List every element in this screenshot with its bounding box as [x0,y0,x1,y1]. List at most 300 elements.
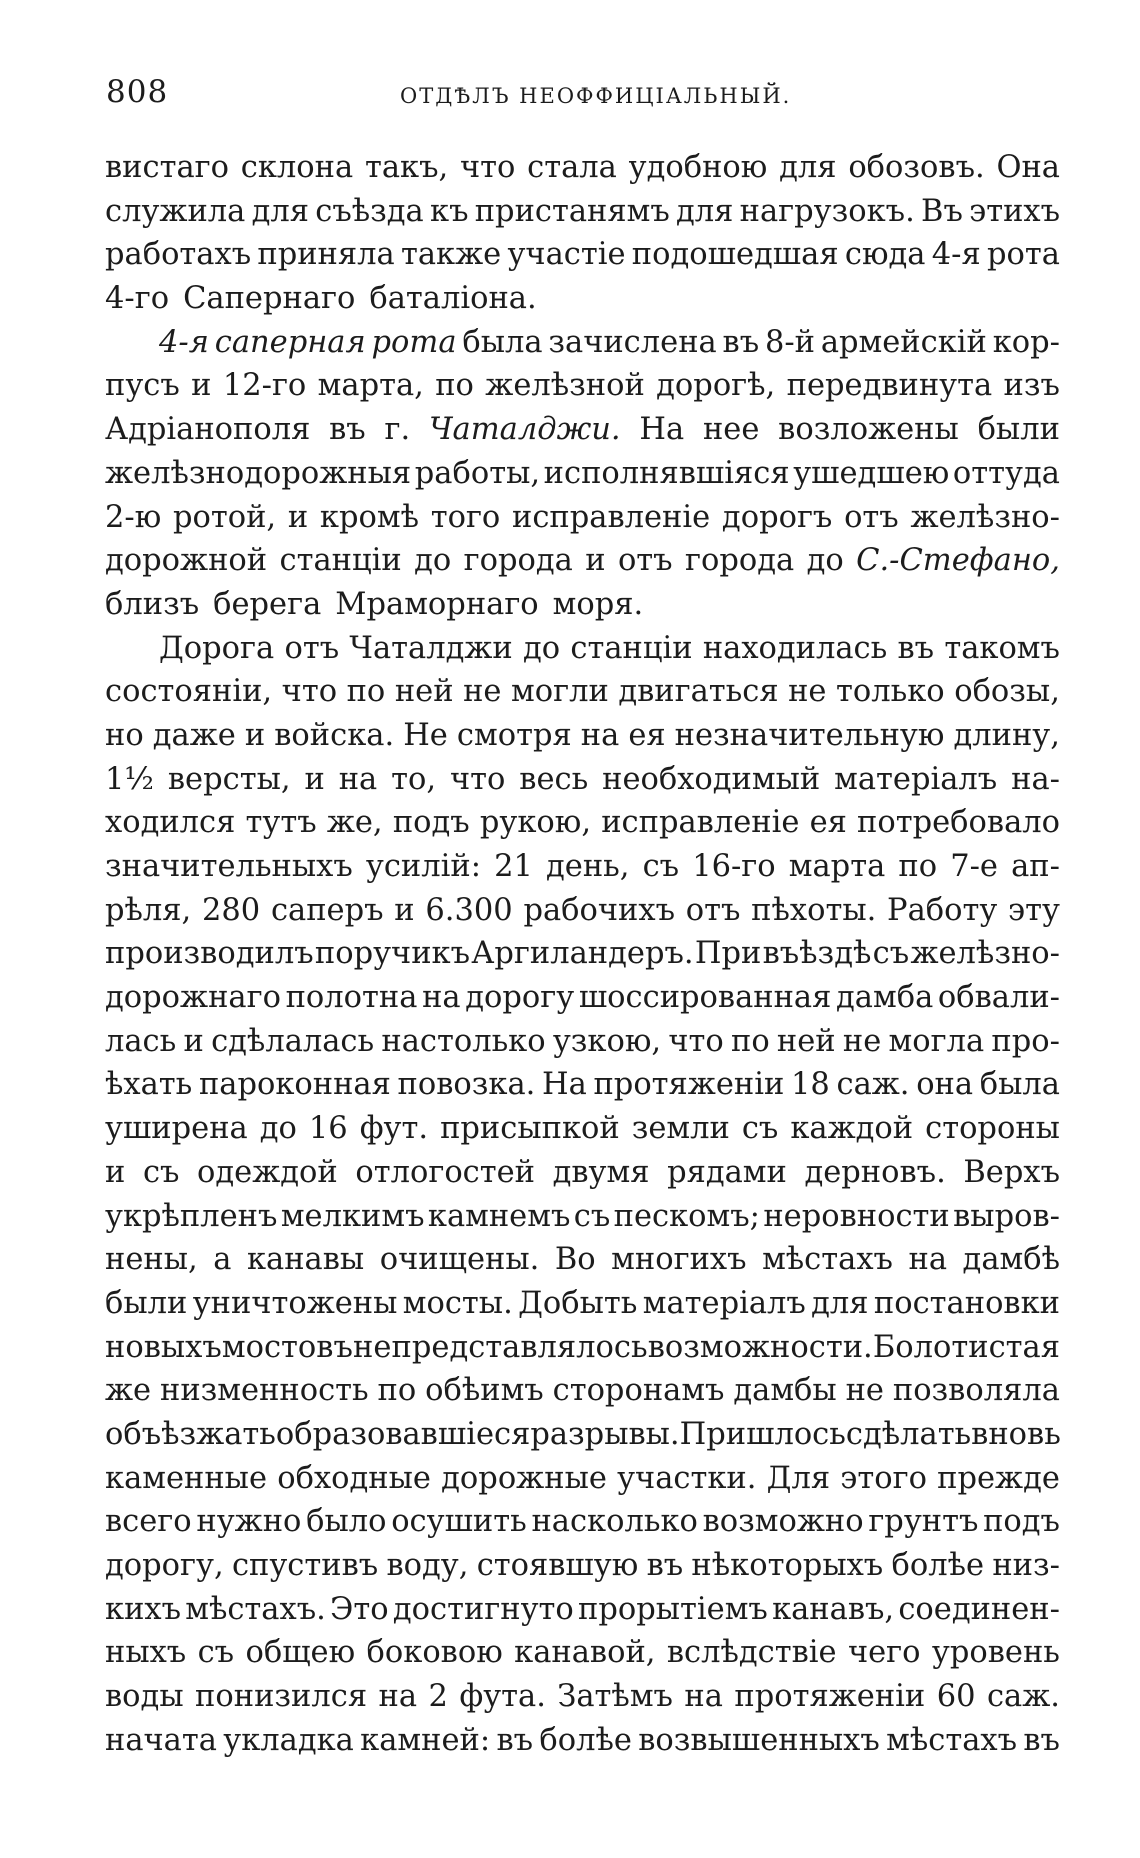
word: до [259,1111,297,1147]
word: съ [197,1635,235,1671]
word: въ [496,1722,534,1758]
word: позволяла [892,1373,1060,1409]
word: про- [991,1023,1060,1059]
word: съ [142,1154,180,1190]
word: шоссированная [578,980,832,1016]
word: желѣзной [485,368,645,404]
word: тутъ [245,805,317,841]
word: могла [888,1023,985,1059]
word: въ [897,630,935,666]
word: матеріалъ [834,761,998,797]
word: пескомъ; [613,1198,760,1234]
word: войска. [274,717,395,753]
text-line [105,1020,1060,1064]
word: мелкимъ [280,1198,425,1234]
word: 18 [791,1067,830,1103]
word: потребовало [857,805,1060,841]
word: уничтожены [192,1285,398,1321]
word: новыхъ [105,1329,222,1365]
word: не [842,1023,882,1059]
word: нѣкоторыхъ [691,1548,884,1583]
body-text [105,146,1060,1762]
word: полотна [285,980,418,1016]
word: каменные [105,1460,268,1496]
word: кромѣ [319,499,419,535]
text-line [105,1413,1060,1457]
word: выров- [953,1198,1060,1234]
word: понизился [195,1679,368,1715]
word: стоявшую [476,1548,639,1583]
word: ходился [105,805,236,841]
word: ней [776,1023,836,1059]
word: и [191,368,212,404]
word: на [684,1679,723,1715]
word: дамбѣ [962,1242,1060,1278]
word: желѣзнодорожныя [105,455,412,491]
word: нены, [105,1242,198,1278]
word: кор- [992,324,1060,360]
word: на [338,761,378,797]
word: работахъ [105,237,252,273]
word: Дорога [159,630,275,666]
word: что [281,674,338,710]
word: неровности [763,1198,950,1234]
word: пароконная [198,1067,391,1103]
word: и [244,717,266,753]
word: съ [741,1111,779,1147]
word: ея [628,717,666,753]
word: вистаго [105,150,229,185]
word: 280 [201,892,261,928]
word: многихъ [611,1242,747,1278]
text-line [105,408,1060,452]
word: не [788,674,827,710]
word: значительныхъ [105,849,353,884]
word: а [213,1242,232,1278]
word: берега [213,586,322,622]
word: дорожной [105,543,268,579]
word: разрывы. [530,1416,680,1452]
word: этого [840,1460,927,1496]
word: длину, [953,717,1060,753]
word: возвышенныхъ [638,1722,880,1758]
word: повозка. [397,1067,536,1103]
word: рукою, [479,805,592,841]
text-line [105,583,1060,627]
word: обвали- [937,980,1060,1016]
word: дерновъ. [804,1154,946,1190]
word: возможно [702,1504,864,1540]
word: саперная [214,324,366,360]
word: ротой, [172,499,277,535]
word: чего [847,1635,921,1671]
word: и [394,892,415,928]
text-line [105,1675,1060,1719]
word: представлялось [391,1329,648,1365]
word: вновь [971,1416,1061,1452]
word: пѣхоты. [751,892,877,928]
word: 21 [494,849,533,884]
text-line [105,539,1060,583]
word: производилъ [105,936,314,972]
text-line [105,277,1060,321]
word: земли [631,1111,730,1147]
word: была [979,1067,1060,1103]
word: осушить [391,1504,527,1540]
word: образовавшіеся [275,1416,531,1452]
word: только [836,674,945,710]
word: канавъ, [772,1591,895,1627]
word: камней: [360,1722,491,1758]
word: фута. [459,1679,546,1715]
word: канавы [246,1242,365,1278]
word: также [400,237,502,273]
word: станціи [279,543,402,579]
word: болѣе [539,1722,632,1758]
word: обѣимъ [425,1373,544,1409]
text-line [105,1282,1060,1326]
word: армейскій [820,324,987,360]
word: стала [527,150,617,185]
word: день, [546,849,630,884]
word: состояніи, [105,674,273,710]
text-line [105,364,1060,408]
word: 4-го [105,281,170,317]
text-line [105,1063,1060,1107]
word: города [684,543,795,579]
word: баталіона. [369,281,537,317]
word: всего [105,1504,192,1540]
word: двигаться [618,674,779,710]
text-line [105,670,1060,714]
word: усилій: [365,849,481,884]
word: воды [105,1679,184,1715]
word: она [916,1067,974,1103]
word: уширена [105,1111,248,1147]
word: Добыть [518,1285,638,1321]
word: мѣстахъ [762,1242,893,1278]
word: не [845,1373,884,1409]
word: желѣзно- [910,499,1060,535]
word: спустивъ [231,1548,379,1583]
running-title: ОТДѢЛЪ НЕОФФИЦІАЛЬНЫЙ. [400,84,792,108]
word: станціи [570,630,693,666]
word: моря. [552,586,644,622]
word: близъ [105,586,200,622]
word: что [668,1023,724,1059]
word: На [542,1067,587,1103]
word: ап- [1011,849,1060,884]
word: укрѣпленъ [105,1198,278,1234]
text-line [105,1719,1060,1763]
word: и [183,1023,204,1059]
word: эту [1008,892,1060,928]
word: уровень [931,1635,1060,1671]
word: объѣзжать [105,1416,276,1452]
text-line [105,190,1060,234]
word: же, [326,805,383,841]
word: по [346,674,386,710]
word: Она [996,150,1060,185]
word: фут. [359,1111,429,1147]
word: ныхъ [105,1635,187,1671]
text-line [105,1107,1060,1151]
word: Не [403,717,448,753]
word: могли [511,674,609,710]
word: нагрузокъ. [739,193,915,229]
word: исправленіе [601,805,800,841]
text-line [105,932,1060,976]
word: до [806,543,844,579]
word: общею [245,1635,356,1671]
text-line [105,1238,1060,1282]
word: желѣзно- [910,936,1060,972]
word: Въ [921,193,963,229]
word: матеріалъ [642,1285,806,1321]
text-line [105,889,1060,933]
word: на [378,1679,418,1715]
word: отъ [284,630,340,666]
word: Затѣмъ [557,1679,673,1715]
word: на [908,1242,947,1278]
word: протяженіи [593,1067,785,1103]
word: для [676,193,734,229]
word: сдѣлать [845,1416,972,1452]
word: этихъ [969,193,1060,229]
word: Во [554,1242,596,1278]
word: нужно [196,1504,302,1540]
word: 8-й [764,324,815,360]
word: 7-е [950,849,998,884]
word: Это [330,1591,389,1627]
text-line [105,845,1060,889]
word: мѣстахъ. [185,1591,326,1627]
word: 4-я [931,237,981,273]
word: къ [430,193,469,229]
word: узкою, [552,1023,662,1059]
word: отлогостей [355,1154,536,1190]
word: съ [642,849,680,884]
word: Для [766,1460,831,1496]
text-line [105,1500,1060,1544]
word: сторонамъ [552,1373,725,1409]
word: подъ [392,805,470,841]
word: рабочихъ [523,892,675,928]
word: марта, [317,368,424,404]
word: находилась [702,630,888,666]
word: 1½ [105,761,154,797]
word: по [730,1023,770,1059]
word: настолько [381,1023,546,1059]
word: мостовъ [221,1329,353,1365]
word: обозовъ. [848,150,985,185]
word: Мраморнаго [335,586,539,622]
word: того [430,499,501,535]
word: что [459,150,516,185]
word: подъ [983,1504,1060,1540]
word: приняла [257,237,395,273]
word: Адріанополя [105,412,311,448]
text-line [105,1151,1060,1195]
word: такомъ [944,630,1060,666]
word: 60 [936,1679,976,1715]
word: боковою [366,1635,503,1671]
word: весь [519,761,589,797]
word: участіе [507,237,626,273]
text-line [105,146,1060,190]
word: прорытіемъ [578,1591,768,1627]
word: рота [371,324,457,360]
word: что [449,761,506,797]
word: 16 [308,1111,348,1147]
word: и [105,1154,126,1190]
word: сюда [844,237,926,273]
word: возложены [778,412,959,448]
word: въѣздѣ [762,936,872,972]
text-line [105,758,1060,802]
text-line [105,1457,1060,1501]
word: грунтъ [868,1504,979,1540]
word: участки. [617,1460,757,1496]
word: обозы, [954,674,1060,710]
word: для [811,1285,869,1321]
text-line [105,1544,1060,1588]
word: въ [329,412,366,448]
word: мосты. [402,1285,513,1321]
text-line [105,1631,1060,1675]
word: саперъ [270,892,384,928]
word: для [779,150,837,185]
word: стороны [925,1111,1060,1147]
text-line [105,976,1060,1020]
word: Сапернаго [183,281,356,317]
word: съ [573,1198,611,1234]
word: было [306,1504,387,1540]
text-line [105,627,1060,671]
word: дамба [836,980,934,1016]
word: въ [646,1548,684,1583]
text-line [105,1588,1060,1632]
word: на- [1011,761,1060,797]
word: При [694,936,762,972]
word: версты, [167,761,291,797]
word: и [585,543,606,579]
word: дорожные [441,1460,607,1496]
word: работы, [414,455,541,491]
word: 2 [428,1679,448,1715]
word: На [639,412,685,448]
word: прежде [937,1460,1060,1496]
word: была [462,324,543,360]
text-line [105,233,1060,277]
word: поручикъ [314,936,471,972]
word: двумя [552,1154,650,1190]
word: не [353,1329,392,1365]
word: подошедшая [631,237,839,273]
word: очищены. [379,1242,540,1278]
word: Пришлось [679,1416,846,1452]
word: нее [702,412,760,448]
word: рѣля, [105,892,192,928]
word: ней [394,674,454,710]
text-line [105,496,1060,540]
word: дамбы [733,1373,837,1409]
word: 6.300 [425,892,513,928]
text-line [105,714,1060,758]
word: Верхъ [963,1154,1060,1190]
word: но [105,717,144,753]
word: склона [240,150,354,185]
word: удобною [628,150,768,185]
word: ѣхать [105,1067,193,1103]
word: протяженіи [734,1679,926,1715]
word: обходные [277,1460,431,1496]
word: каждой [790,1111,914,1147]
word: не [463,674,502,710]
text-line [105,321,1060,365]
word: незначительную [674,717,945,753]
word: для [251,193,310,229]
word: соединен- [898,1591,1060,1627]
word: дорогѣ, [656,368,776,404]
word: города [463,543,573,579]
word: начата [105,1722,217,1758]
word: Аргиландеръ. [471,936,694,972]
word: Болотистая [872,1329,1060,1365]
word: дорожнаго [105,980,281,1016]
word: и [287,499,309,535]
word: низменность [160,1373,369,1409]
word: отъ [685,892,741,928]
word: дорогу, [105,1548,224,1583]
word: саж. [986,1679,1060,1715]
text-line [105,1195,1060,1239]
word: 2-ю [105,499,162,535]
word: низ- [992,1548,1060,1583]
word: укладка [223,1722,354,1758]
word: исполнявшіяся [543,455,790,491]
text-line [105,801,1060,845]
word: были [105,1285,188,1321]
word: Чаталджи [349,630,513,666]
word: изъ [1003,368,1060,404]
text-line [105,1326,1060,1370]
text-line [105,452,1060,496]
word: болѣе [891,1548,985,1583]
word: Чаталджи. [428,412,621,448]
word: пристанямъ [474,193,670,229]
word: сдѣлалась [211,1023,375,1059]
word: вслѣдствіе [666,1635,837,1671]
word: въ [722,324,760,360]
word: 12-го [222,368,307,404]
word: достигнуто [392,1591,574,1627]
word: на [422,980,461,1016]
word: же [105,1373,152,1409]
page-header [100,74,1060,124]
word: насколько [531,1504,698,1540]
word: ея [809,805,847,841]
word: пусъ [105,368,180,404]
word: до [414,543,452,579]
text-line [105,1369,1060,1413]
word: возможности. [647,1329,873,1365]
word: то, [391,761,437,797]
word: по [377,1373,417,1409]
word: постановки [873,1285,1060,1321]
word: г. [384,412,411,448]
word: съѣзда [315,193,424,229]
